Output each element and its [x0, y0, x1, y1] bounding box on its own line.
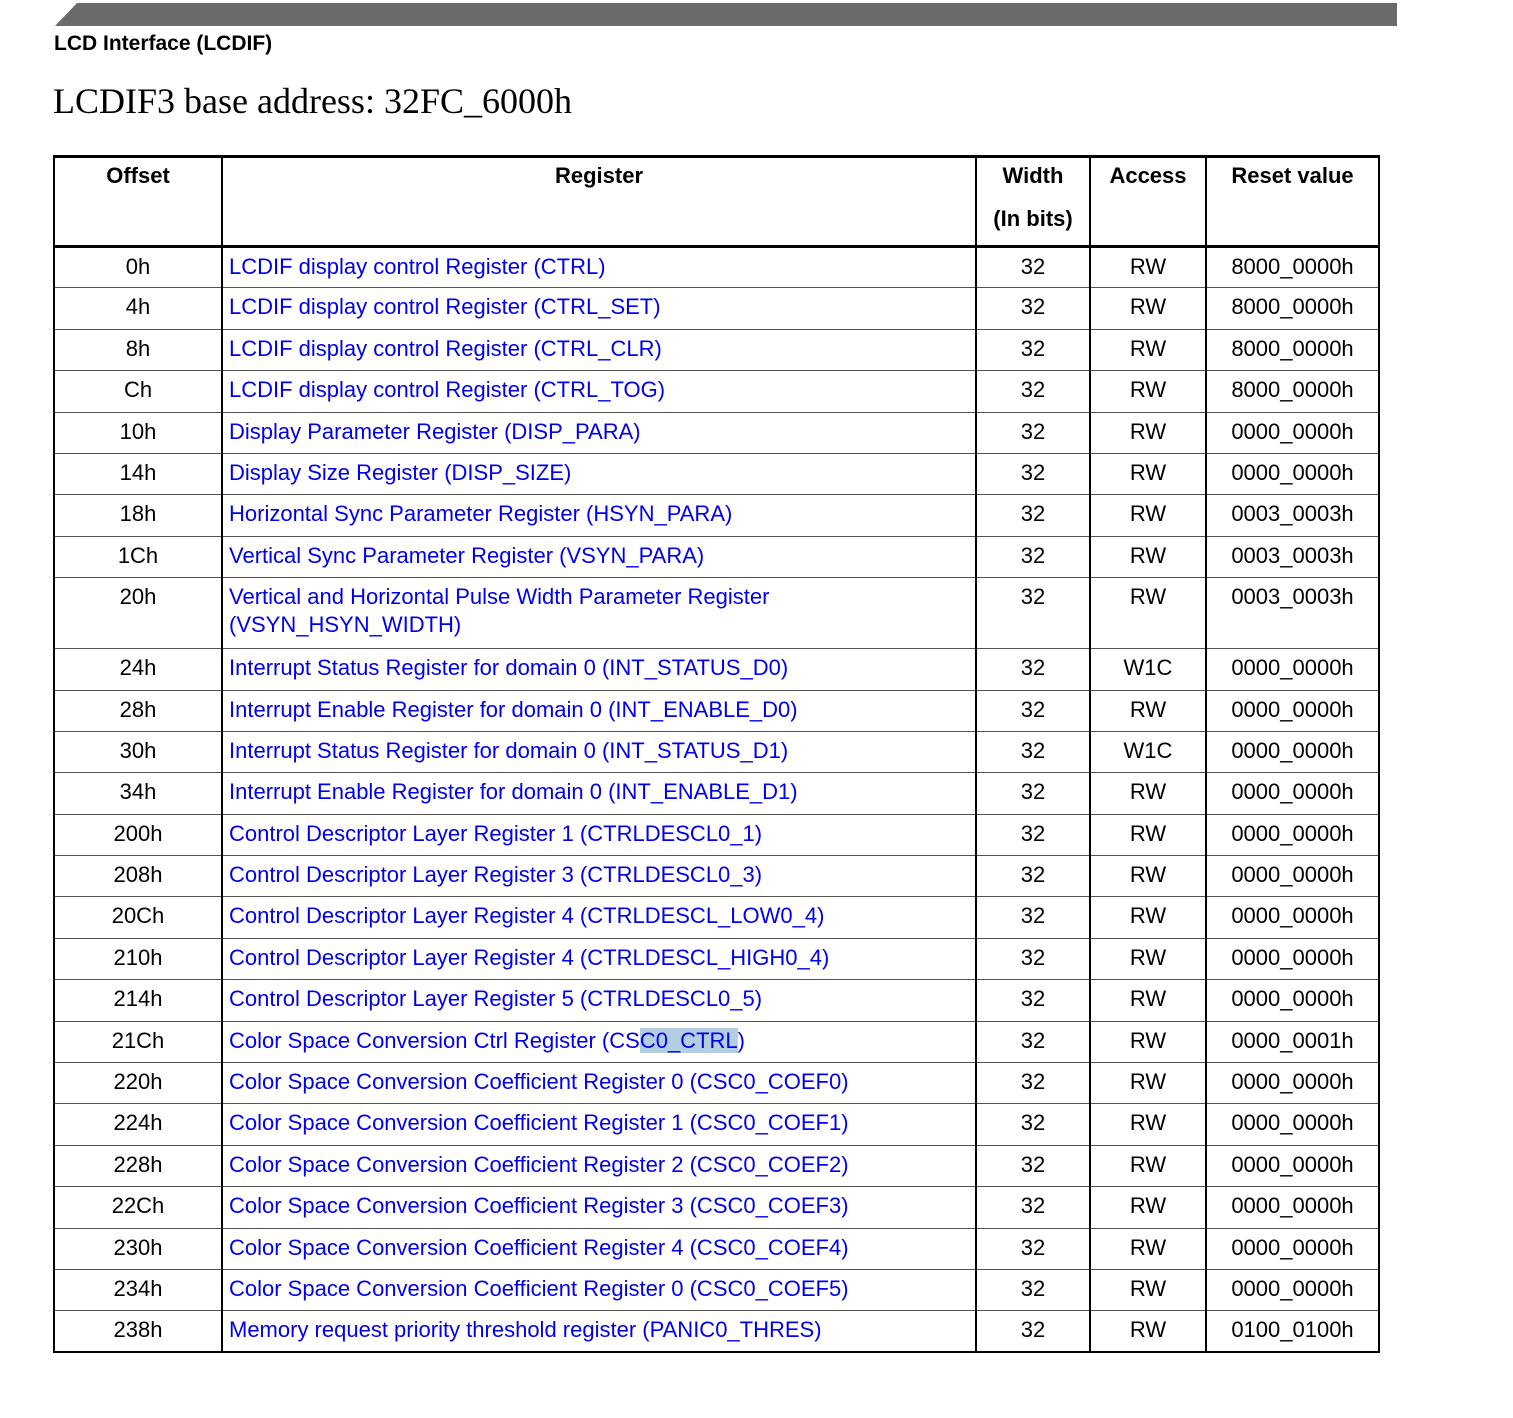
register-link[interactable]: Color Space Conversion Coefficient Register 3 (CSC0_COEF3) — [222, 1187, 976, 1228]
register-text: ) — [737, 1027, 745, 1053]
reset-value-cell: 8000_0000h — [1206, 329, 1379, 370]
width-cell: 32 — [976, 814, 1090, 855]
access-cell: RW — [1090, 690, 1206, 731]
reset-value-cell: 0000_0000h — [1206, 856, 1379, 897]
width-cell: 32 — [976, 1311, 1090, 1352]
register-link[interactable]: Horizontal Sync Parameter Register (HSYN_PARA) — [222, 495, 976, 536]
table-row — [54, 1021, 1379, 1062]
access-cell: RW — [1090, 371, 1206, 412]
width-cell: 32 — [976, 731, 1090, 772]
offset-cell: 238h — [54, 1311, 222, 1352]
reset-value-cell: 0000_0000h — [1206, 412, 1379, 453]
header-width — [976, 157, 1090, 247]
header-reset: Reset value — [1206, 157, 1379, 247]
width-cell: 32 — [976, 1104, 1090, 1145]
offset-cell: 14h — [54, 453, 222, 494]
access-cell: RW — [1090, 495, 1206, 536]
width-cell: 32 — [976, 1063, 1090, 1104]
width-cell: 32 — [976, 1187, 1090, 1228]
table-row — [54, 897, 1379, 938]
width-cell: 32 — [976, 412, 1090, 453]
reset-value-cell: 0000_0000h — [1206, 453, 1379, 494]
register-link[interactable]: LCDIF display control Register (CTRL_SET) — [222, 288, 976, 329]
reset-value-cell: 0000_0000h — [1206, 690, 1379, 731]
access-cell: W1C — [1090, 731, 1206, 772]
register-link[interactable]: LCDIF display control Register (CTRL_CLR) — [222, 329, 976, 370]
access-cell: RW — [1090, 1104, 1206, 1145]
width-cell: 32 — [976, 247, 1090, 288]
register-link[interactable]: Control Descriptor Layer Register 5 (CTRLDESCL0_5) — [222, 980, 976, 1021]
table-row — [54, 980, 1379, 1021]
access-cell: RW — [1090, 1311, 1206, 1352]
register-link[interactable]: Interrupt Status Register for domain 0 (INT_STATUS_D1) — [222, 731, 976, 772]
table-row — [54, 247, 1379, 288]
offset-cell: 18h — [54, 495, 222, 536]
header-width-line1: Width — [1002, 163, 1064, 188]
table-row — [54, 578, 1379, 649]
reset-value-cell: 0000_0000h — [1206, 1187, 1379, 1228]
width-cell: 32 — [976, 980, 1090, 1021]
reset-value-cell: 0000_0000h — [1206, 773, 1379, 814]
register-link[interactable]: Color Space Conversion Coefficient Register 0 (CSC0_COEF0) — [222, 1063, 976, 1104]
width-cell: 32 — [976, 690, 1090, 731]
reset-value-cell: 8000_0000h — [1206, 371, 1379, 412]
offset-cell: 200h — [54, 814, 222, 855]
width-cell: 32 — [976, 938, 1090, 979]
offset-cell: 21Ch — [54, 1021, 222, 1062]
register-link[interactable]: Color Space Conversion Coefficient Register 2 (CSC0_COEF2) — [222, 1145, 976, 1186]
header-offset: Offset — [54, 157, 222, 247]
table-row — [54, 1063, 1379, 1104]
offset-cell: 224h — [54, 1104, 222, 1145]
reset-value-cell: 0000_0000h — [1206, 649, 1379, 690]
reset-value-cell: 0000_0000h — [1206, 938, 1379, 979]
reset-value-cell: 0000_0000h — [1206, 980, 1379, 1021]
reset-value-cell: 0000_0000h — [1206, 731, 1379, 772]
reset-value-cell: 0000_0001h — [1206, 1021, 1379, 1062]
register-link[interactable]: Control Descriptor Layer Register 3 (CTRLDESCL0_3) — [222, 856, 976, 897]
register-link[interactable]: Interrupt Enable Register for domain 0 (INT_ENABLE_D1) — [222, 773, 976, 814]
width-cell: 32 — [976, 773, 1090, 814]
register-link[interactable]: Interrupt Status Register for domain 0 (INT_STATUS_D0) — [222, 649, 976, 690]
table-row — [54, 649, 1379, 690]
offset-cell: Ch — [54, 371, 222, 412]
header-banner — [55, 3, 1397, 26]
access-cell: RW — [1090, 814, 1206, 855]
table-header-row — [54, 157, 1379, 247]
register-link[interactable]: Control Descriptor Layer Register 4 (CTRLDESCL_HIGH0_4) — [222, 938, 976, 979]
access-cell: RW — [1090, 938, 1206, 979]
table-row — [54, 495, 1379, 536]
reset-value-cell: 8000_0000h — [1206, 247, 1379, 288]
width-cell: 32 — [976, 1228, 1090, 1269]
table-row — [54, 1104, 1379, 1145]
access-cell: RW — [1090, 329, 1206, 370]
reset-value-cell: 0000_0000h — [1206, 1269, 1379, 1310]
register-link[interactable]: Control Descriptor Layer Register 1 (CTRLDESCL0_1) — [222, 814, 976, 855]
width-cell: 32 — [976, 495, 1090, 536]
register-link[interactable]: Vertical and Horizontal Pulse Width Parameter Register (VSYN_HSYN_WIDTH) — [222, 578, 976, 649]
offset-cell: 8h — [54, 329, 222, 370]
offset-cell: 24h — [54, 649, 222, 690]
access-cell: RW — [1090, 1187, 1206, 1228]
selected-text: C0_CTRL — [639, 1027, 738, 1053]
width-cell: 32 — [976, 1145, 1090, 1186]
table-row — [54, 814, 1379, 855]
reset-value-cell: 0000_0000h — [1206, 1145, 1379, 1186]
table-row — [54, 453, 1379, 494]
access-cell: RW — [1090, 856, 1206, 897]
reset-value-cell: 0000_0000h — [1206, 1063, 1379, 1104]
width-cell: 32 — [976, 856, 1090, 897]
register-link[interactable]: LCDIF display control Register (CTRL_TOG) — [222, 371, 976, 412]
register-link[interactable]: Interrupt Enable Register for domain 0 (INT_ENABLE_D0) — [222, 690, 976, 731]
offset-cell: 214h — [54, 980, 222, 1021]
width-cell: 32 — [976, 329, 1090, 370]
offset-cell: 1Ch — [54, 536, 222, 577]
width-cell: 32 — [976, 536, 1090, 577]
width-cell: 32 — [976, 897, 1090, 938]
table-row — [54, 1269, 1379, 1310]
reset-value-cell: 0000_0000h — [1206, 1104, 1379, 1145]
offset-cell: 20Ch — [54, 897, 222, 938]
access-cell: RW — [1090, 1063, 1206, 1104]
register-link[interactable]: LCDIF display control Register (CTRL) — [222, 247, 976, 288]
access-cell: RW — [1090, 773, 1206, 814]
offset-cell: 208h — [54, 856, 222, 897]
offset-cell: 20h — [54, 578, 222, 649]
offset-cell: 28h — [54, 690, 222, 731]
register-link[interactable]: Vertical Sync Parameter Register (VSYN_PARA) — [222, 536, 976, 577]
table-row — [54, 690, 1379, 731]
reset-value-cell: 0100_0100h — [1206, 1311, 1379, 1352]
access-cell: RW — [1090, 247, 1206, 288]
table-row — [54, 329, 1379, 370]
reset-value-cell: 0003_0003h — [1206, 578, 1379, 649]
section-title: LCD Interface (LCDIF) — [54, 32, 273, 55]
register-link[interactable]: Display Size Register (DISP_SIZE) — [222, 453, 976, 494]
table-row — [54, 856, 1379, 897]
offset-cell: 228h — [54, 1145, 222, 1186]
offset-cell: 22Ch — [54, 1187, 222, 1228]
reset-value-cell: 0003_0003h — [1206, 536, 1379, 577]
width-cell: 32 — [976, 649, 1090, 690]
table-row — [54, 536, 1379, 577]
table-row — [54, 938, 1379, 979]
access-cell: RW — [1090, 897, 1206, 938]
offset-cell: 10h — [54, 412, 222, 453]
access-cell: RW — [1090, 1021, 1206, 1062]
table-row — [54, 731, 1379, 772]
register-link[interactable]: Memory request priority threshold register (PANIC0_THRES) — [222, 1311, 976, 1352]
offset-cell: 4h — [54, 288, 222, 329]
table-row — [54, 1187, 1379, 1228]
offset-cell: 210h — [54, 938, 222, 979]
access-cell: RW — [1090, 980, 1206, 1021]
access-cell: RW — [1090, 453, 1206, 494]
width-cell: 32 — [976, 1021, 1090, 1062]
reset-value-cell: 8000_0000h — [1206, 288, 1379, 329]
width-cell: 32 — [976, 371, 1090, 412]
header-access: Access — [1090, 157, 1206, 247]
width-cell: 32 — [976, 578, 1090, 649]
header-width-line2: (In bits) — [993, 206, 1073, 231]
access-cell: RW — [1090, 412, 1206, 453]
table-row — [54, 1228, 1379, 1269]
register-table — [53, 155, 1380, 1353]
width-cell: 32 — [976, 1269, 1090, 1310]
access-cell: RW — [1090, 578, 1206, 649]
offset-cell: 234h — [54, 1269, 222, 1310]
offset-cell: 230h — [54, 1228, 222, 1269]
table-row — [54, 288, 1379, 329]
reset-value-cell: 0003_0003h — [1206, 495, 1379, 536]
table-row — [54, 371, 1379, 412]
access-cell: RW — [1090, 1228, 1206, 1269]
reset-value-cell: 0000_0000h — [1206, 814, 1379, 855]
access-cell: RW — [1090, 536, 1206, 577]
table-row — [54, 1311, 1379, 1352]
register-link[interactable]: Control Descriptor Layer Register 4 (CTRLDESCL_LOW0_4) — [222, 897, 976, 938]
access-cell: W1C — [1090, 649, 1206, 690]
table-row — [54, 412, 1379, 453]
width-cell: 32 — [976, 453, 1090, 494]
reset-value-cell: 0000_0000h — [1206, 897, 1379, 938]
reset-value-cell: 0000_0000h — [1206, 1228, 1379, 1269]
access-cell: RW — [1090, 1145, 1206, 1186]
register-link[interactable]: Color Space Conversion Coefficient Register 4 (CSC0_COEF4) — [222, 1228, 976, 1269]
register-link[interactable]: Display Parameter Register (DISP_PARA) — [222, 412, 976, 453]
register-text: Color Space Conversion Ctrl Register (CS — [229, 1027, 640, 1053]
table-row — [54, 1145, 1379, 1186]
access-cell: RW — [1090, 1269, 1206, 1310]
register-link[interactable]: Color Space Conversion Coefficient Register 0 (CSC0_COEF5) — [222, 1269, 976, 1310]
offset-cell: 220h — [54, 1063, 222, 1104]
offset-cell: 0h — [54, 247, 222, 288]
offset-cell: 30h — [54, 731, 222, 772]
base-address-heading: LCDIF3 base address: 32FC_6000h — [53, 81, 572, 121]
width-cell: 32 — [976, 288, 1090, 329]
register-link[interactable]: Color Space Conversion Coefficient Register 1 (CSC0_COEF1) — [222, 1104, 976, 1145]
access-cell: RW — [1090, 288, 1206, 329]
offset-cell: 34h — [54, 773, 222, 814]
header-register: Register — [222, 157, 976, 247]
table-row — [54, 773, 1379, 814]
register-link[interactable] — [222, 1021, 976, 1062]
